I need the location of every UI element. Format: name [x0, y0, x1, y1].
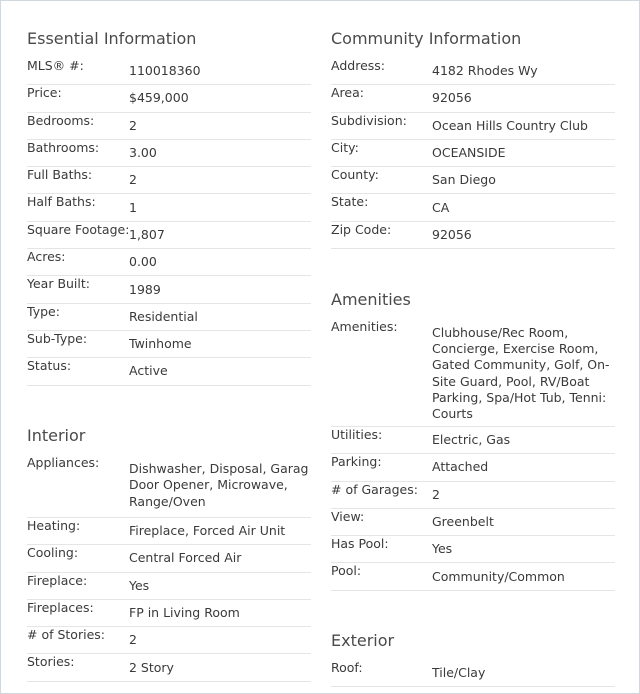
detail-label: Subdivision: — [331, 112, 407, 128]
detail-row-square-footage — [27, 222, 311, 249]
detail-label: Half Baths: — [27, 194, 96, 210]
detail-row-type — [27, 304, 311, 331]
detail-label: Heating: — [27, 518, 81, 533]
detail-label: Type: — [27, 303, 60, 319]
detail-value: Electric, Gas — [432, 432, 511, 448]
interior-list — [27, 455, 311, 682]
detail-value: 1989 — [129, 281, 161, 297]
detail-value: 2 — [129, 172, 137, 188]
detail-row-fireplaces — [27, 600, 311, 627]
detail-row-bathrooms — [27, 140, 311, 167]
detail-label: Roof: — [331, 660, 363, 675]
community-information-heading: Community Information — [331, 29, 522, 48]
detail-row-roof — [331, 660, 615, 687]
detail-label: Address: — [331, 58, 385, 73]
detail-value: Attached — [432, 459, 489, 475]
detail-row-zip-code — [331, 222, 615, 249]
detail-value: OCEANSIDE — [432, 145, 506, 161]
detail-row-parking — [331, 454, 615, 481]
detail-row-county — [331, 167, 615, 194]
detail-value: Central Forced Air — [129, 550, 242, 566]
interior-heading: Interior — [27, 426, 86, 445]
detail-label: Pool: — [331, 563, 362, 579]
essential-information-list — [27, 58, 311, 386]
detail-value: Residential — [129, 308, 198, 324]
detail-value: Ocean Hills Country Club — [432, 117, 588, 133]
detail-value: 4182 Rhodes Wy — [432, 63, 538, 79]
detail-label: Fireplaces: — [27, 599, 94, 615]
detail-value: 3.00 — [129, 145, 157, 161]
detail-value: CA — [432, 199, 450, 215]
detail-label: Utilities: — [331, 427, 383, 442]
detail-value: 2 — [129, 117, 137, 133]
detail-row-acres — [27, 249, 311, 276]
detail-value: Fireplace, Forced Air Unit — [129, 523, 286, 539]
detail-label: MLS® #: — [27, 58, 84, 73]
detail-row-amenities — [331, 319, 615, 427]
detail-label: Zip Code: — [331, 221, 392, 237]
detail-label: Year Built: — [27, 276, 90, 292]
detail-label: Price: — [27, 85, 62, 101]
detail-value: Community/Common — [432, 568, 565, 584]
amenities-list — [331, 319, 615, 591]
detail-label: Amenities: — [331, 319, 398, 334]
detail-value: Clubhouse/Rec Room, Concierge, Exercise Room, Gated Community, Golf, On- Site Guard, Pool, RV/Boat Parking, Spa/Hot Tub, Tenni: Courts — [432, 325, 610, 422]
detail-row-year-built — [27, 276, 311, 303]
detail-row-view — [331, 509, 615, 536]
detail-value: Dishwasher, Disposal, Garag Door Opener, Microwave, Range/Oven — [129, 460, 309, 509]
amenities-heading: Amenities — [331, 290, 411, 309]
detail-label: Appliances: — [27, 455, 100, 470]
exterior-list — [331, 660, 615, 687]
detail-value: 1,807 — [129, 226, 165, 242]
detail-label: Stories: — [27, 654, 75, 670]
detail-label: County: — [331, 167, 379, 183]
detail-row-subdivision — [331, 113, 615, 140]
detail-row-sub-type — [27, 331, 311, 358]
detail-row-price — [27, 85, 311, 112]
detail-row-bedrooms — [27, 113, 311, 140]
detail-value: Greenbelt — [432, 514, 494, 530]
detail-row-full-baths — [27, 167, 311, 194]
detail-label: Acres: — [27, 249, 66, 265]
essential-information-heading: Essential Information — [27, 29, 197, 48]
detail-row-state — [331, 194, 615, 221]
detail-value: 1 — [129, 199, 137, 215]
detail-value: $459,000 — [129, 90, 189, 106]
detail-label: Area: — [331, 85, 364, 101]
detail-label: Full Baths: — [27, 167, 93, 183]
detail-row-pool — [331, 563, 615, 590]
detail-label: Has Pool: — [331, 536, 389, 552]
detail-label: Sub-Type: — [27, 330, 88, 346]
detail-label: Fireplace: — [27, 572, 88, 588]
detail-row-heating — [27, 518, 311, 545]
detail-row-fireplace — [27, 573, 311, 600]
detail-value: FP in Living Room — [129, 605, 240, 621]
detail-row-half-baths — [27, 194, 311, 221]
detail-row-utilities — [331, 427, 615, 454]
detail-label: State: — [331, 194, 369, 210]
detail-value: Yes — [432, 541, 453, 557]
detail-label: Bedrooms: — [27, 112, 95, 128]
detail-value: 2 — [432, 486, 440, 502]
detail-label: View: — [331, 508, 365, 524]
community-information-list — [331, 58, 615, 249]
detail-row-mls — [27, 58, 311, 85]
detail-row-stories — [27, 654, 311, 681]
detail-label: Bathrooms: — [27, 139, 100, 155]
detail-label: Status: — [27, 358, 72, 374]
detail-row-number-of-stories — [27, 627, 311, 654]
detail-value: 2 Story — [129, 659, 174, 675]
detail-row-has-pool — [331, 536, 615, 563]
detail-row-cooling — [27, 545, 311, 572]
detail-row-area — [331, 85, 615, 112]
detail-value: 0.00 — [129, 254, 157, 270]
detail-value: San Diego — [432, 172, 496, 188]
detail-value: Yes — [129, 577, 150, 593]
detail-label: Square Footage: — [27, 221, 130, 237]
detail-row-status — [27, 358, 311, 385]
exterior-heading: Exterior — [331, 631, 395, 650]
detail-row-city — [331, 140, 615, 167]
detail-value: Active — [129, 363, 168, 379]
detail-value: 2 — [129, 632, 137, 648]
detail-label: # of Garages: — [331, 481, 418, 497]
detail-row-appliances — [27, 455, 311, 518]
detail-value: 92056 — [432, 90, 472, 106]
detail-row-number-of-garages — [331, 482, 615, 509]
detail-label: Parking: — [331, 454, 382, 470]
detail-label: City: — [331, 139, 359, 155]
detail-row-address — [331, 58, 615, 85]
detail-value: 110018360 — [129, 63, 201, 79]
detail-value: 92056 — [432, 226, 472, 242]
detail-label: Cooling: — [27, 545, 79, 561]
detail-value: Tile/Clay — [432, 665, 486, 681]
detail-value: Twinhome — [129, 336, 192, 352]
detail-label: # of Stories: — [27, 627, 105, 643]
